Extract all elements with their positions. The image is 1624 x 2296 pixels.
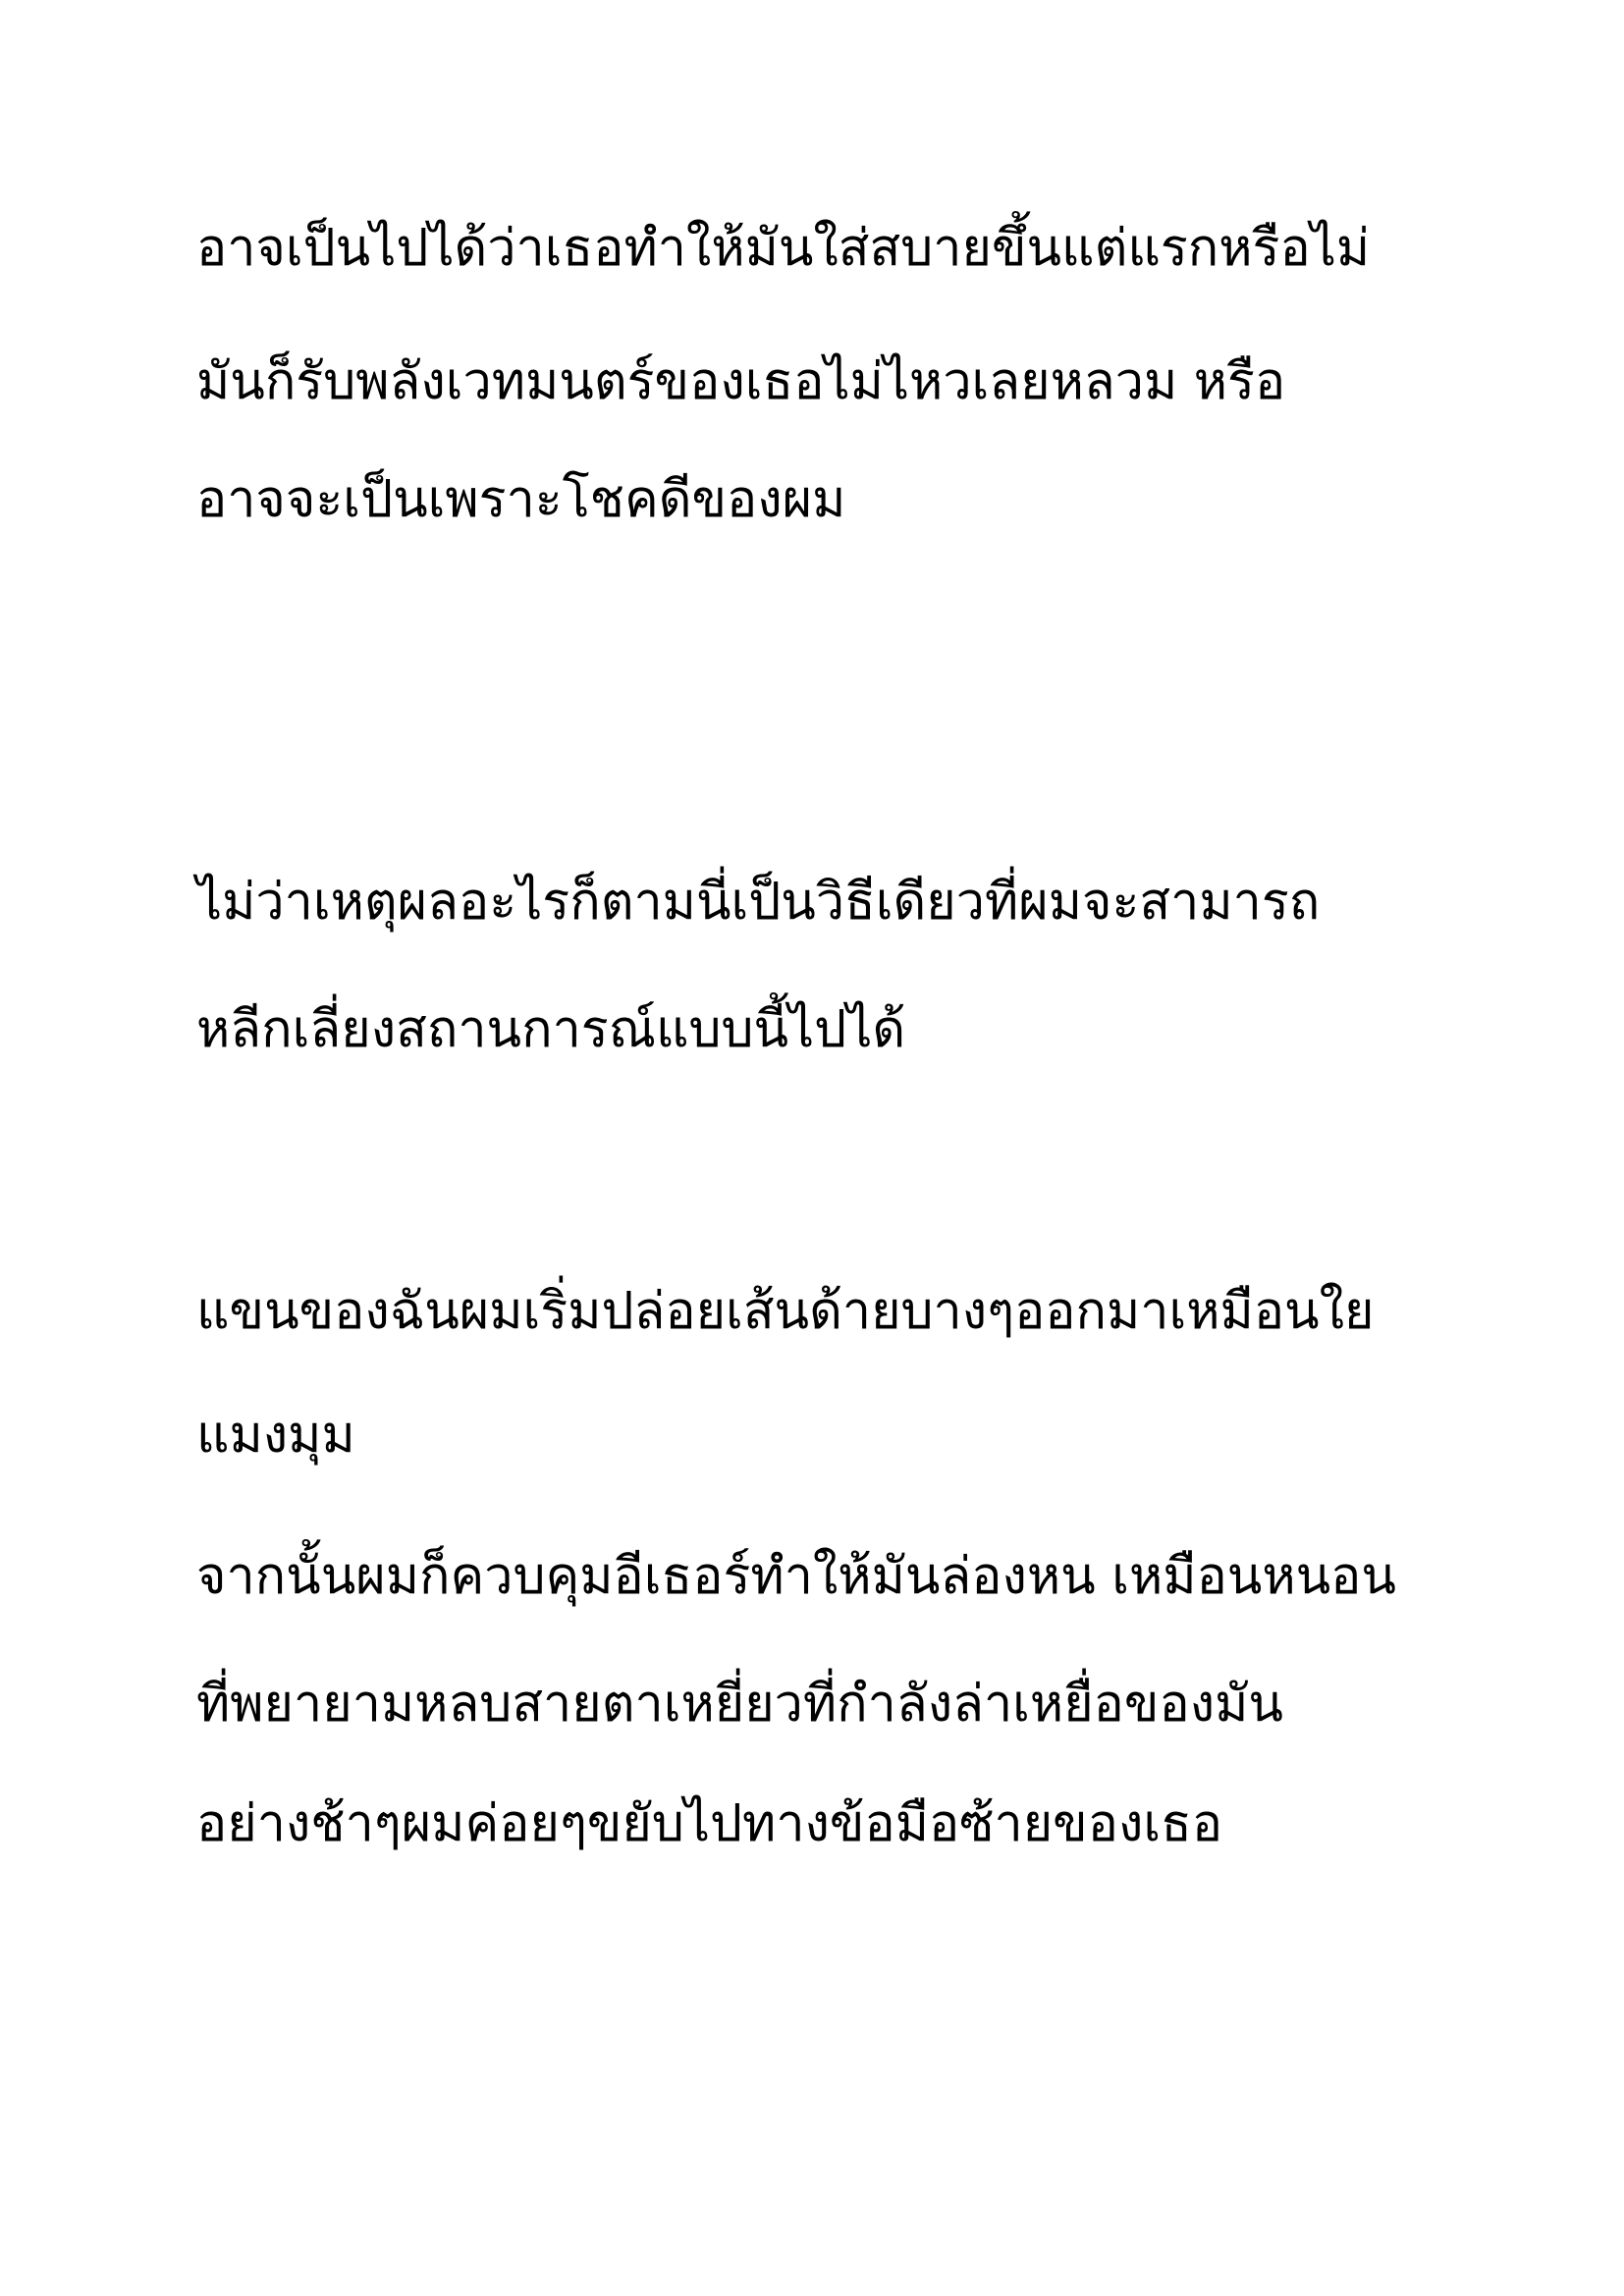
text-line: แขนของฉันผมเริ่มปล่อยเส้นด้ายบางๆออกมาเหมือนใย bbox=[196, 1282, 1375, 1341]
text-line: อย่างช้าๆผมค่อยๆขยับไปทางข้อมือซ้ายของเธอ bbox=[196, 1794, 1223, 1853]
text-line: ไม่ว่าเหตุผลอะไรก็ตามนี่เป็นวิธีเดียวที่ผมจะสามารถ bbox=[196, 873, 1321, 932]
text-line: ที่พยายามหลบสายตาเหยี่ยวที่กำลังล่าเหยื่อของมัน bbox=[196, 1675, 1283, 1734]
text-line: อาจเป็นไปได้ว่าเธอทำให้มันใส่สบายขึ้นแต่แรกหรือไม่ bbox=[196, 219, 1371, 278]
text-line: มันก็รับพลังเวทมนตร์ของเธอไม่ไหวเลยหลวม หรือ bbox=[196, 352, 1286, 411]
text-line: หลีกเลี่ยงสถานการณ์แบบนี้ไปได้ bbox=[196, 1000, 906, 1059]
text-line: แมงมุม bbox=[196, 1406, 355, 1465]
text-line: จากนั้นผมก็ควบคุมอีเธอร์ทำให้มันล่องหน เหมือนหนอน bbox=[196, 1547, 1396, 1606]
text-line: อาจจะเป็นเพราะโชคดีของผม bbox=[196, 470, 846, 529]
